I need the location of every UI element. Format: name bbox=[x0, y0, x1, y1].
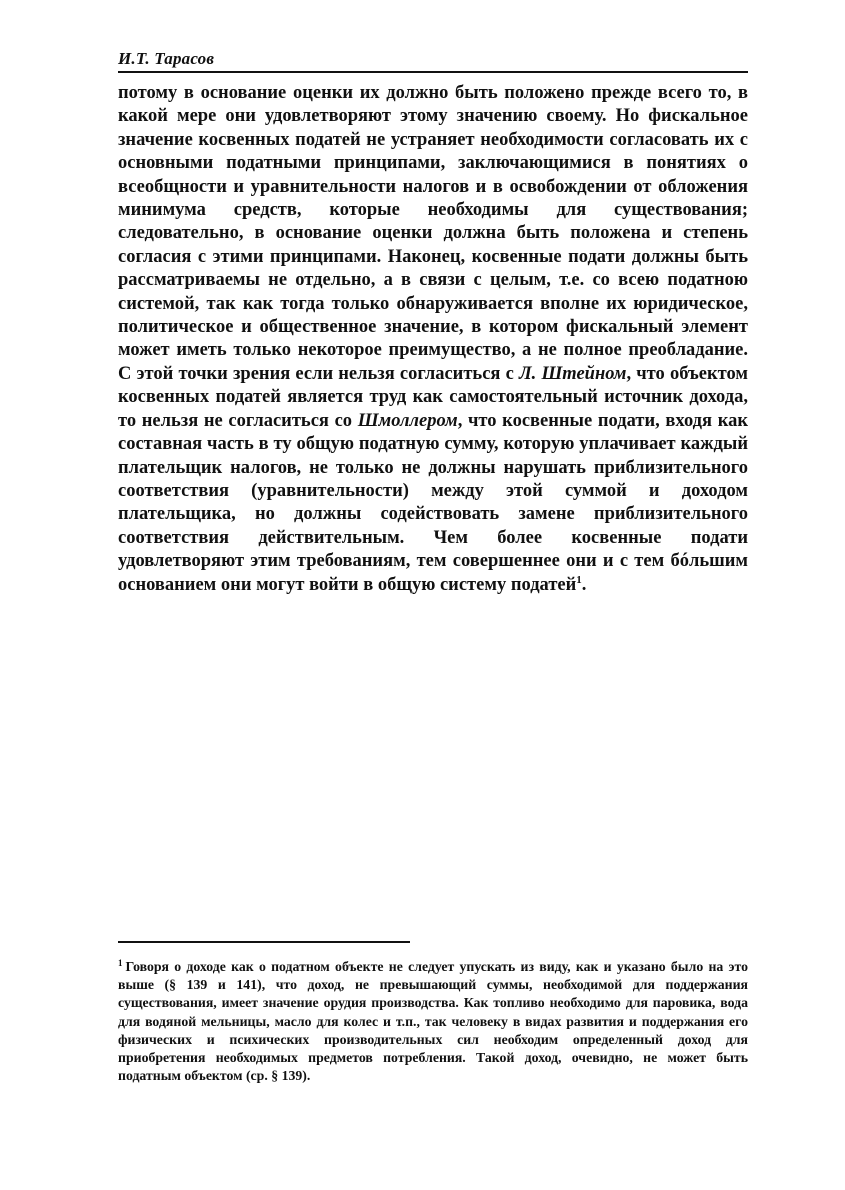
author-name-schmoller: Шмоллером bbox=[357, 410, 458, 431]
footnote-reference[interactable]: 1 bbox=[576, 573, 582, 586]
footnote-marker: 1 bbox=[118, 958, 123, 968]
footnote bbox=[118, 954, 748, 1085]
header-rule bbox=[118, 71, 748, 73]
paragraph-text-2: , что объектом косвенных податей является труд как самостоятельный источник дохода, то нельзя не согласиться со bbox=[118, 363, 748, 431]
main-paragraph bbox=[118, 82, 748, 597]
footnote-text: Говоря о доходе как о податном объекте не следует упускать из виду, как и указано было на это выше (§ 139 и 141), что доход, не превышающий суммы, необходимой для поддержания существования, имеет значение орудия производства. Как топливо необходимо для паровика, вода для водяной мельницы, масло для колес и т.п., так человеку в видах развития и поддержания его физических и психических производительных сил необходим определенный доход для приобретения необходимых предметов потребления. Такой доход, очевидно, не может быть податным объектом (ср. § 139). bbox=[118, 959, 748, 1084]
paragraph-text-3: , что косвенные подати, входя как составная часть в ту общую податную сумму, которую уплачивает каждый плательщик налогов, не только не должны нарушать приблизительного соответствия (уравнительности) между этой суммой и доходом плательщика, но должны содействовать замене приблизительного соответствия действительным. Чем более косвенные подати удовлетворяют этим требованиям, тем совершеннее они и с тем бóльшим основанием они могут войти в общую систему податей bbox=[118, 410, 748, 595]
paragraph-text-1: потому в основание оценки их должно быть положено прежде всего то, в какой мере они удовлетворяют этому значению своему. Но фискальное значение косвенных податей не устраняет необходимости согласовать их с основными податными принципами, заключающимися в понятиях о всеобщности и уравнительности налогов и в освобождении от обложения минимума средств, которые необходимы для существования; следовательно, в основание оценки должна быть положена и степень согласия с этими принципами. Наконец, косвенные подати должны быть рассматриваемы не отдельно, а в связи с целым, т.е. со всею податною системой, так как тогда только обнаруживается вполне их юридическое, политическое и общественное значение, в котором фискальный элемент может иметь только некоторое преимущество, а не полное преобладание. С этой точки зрения если нельзя согласиться с bbox=[118, 83, 748, 384]
running-head-author: И.Т. Тарасов bbox=[118, 49, 215, 68]
footnote-separator bbox=[118, 941, 410, 943]
author-name-stein: Л. Штейном bbox=[518, 363, 627, 384]
paragraph-end-punctuation: . bbox=[581, 574, 587, 595]
